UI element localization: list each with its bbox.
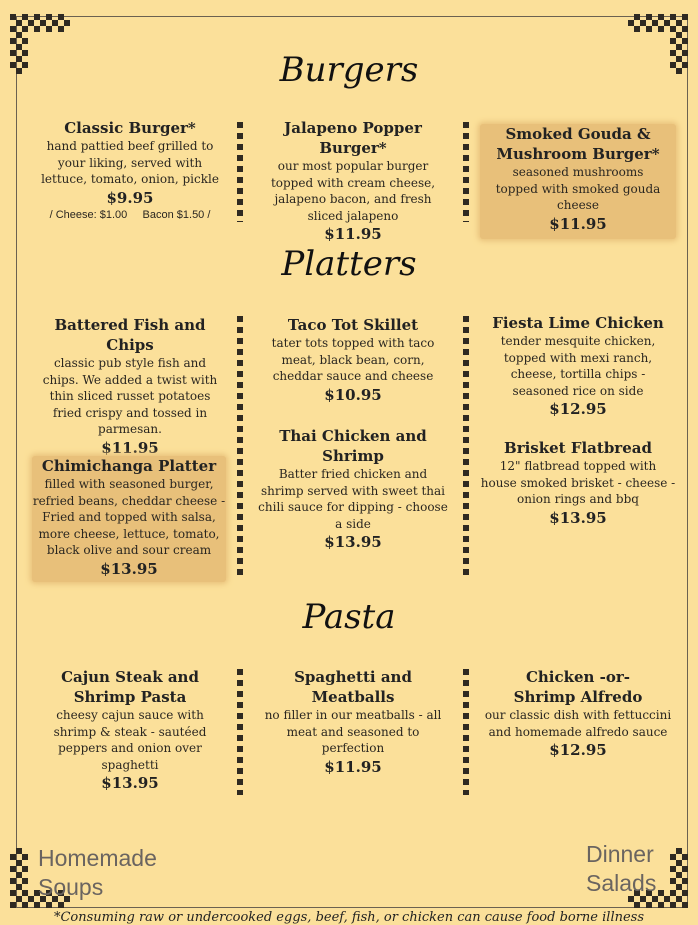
item-description: filled with seasoned burger, refried beans, cheddar cheese - Fried and topped with salsa, more cheese, lettuce, tomato, black olive and sour cream [32,477,226,557]
item-price: $12.95 [549,741,607,759]
column-divider [237,316,243,578]
item-description: our classic dish with fettuccini and homemade alfredo sauce [484,708,672,739]
side-label-line: Homemade [38,845,157,871]
section-title-platters: Platters [281,244,417,284]
item-name: Jalapeno Popper Burger* [284,119,422,157]
item-name: Chicken -or- Shrimp Alfredo [513,668,643,706]
menu-item-classic-burger [36,118,224,221]
item-name: Chimichanga Platter [41,457,217,475]
item-description: tender mesquite chicken, topped with mexi ranch, cheese, tortilla chips - seasoned rice on side [500,334,656,398]
menu-item-fiesta-lime-chicken [480,313,676,418]
column-divider [463,669,469,795]
item-price: $12.95 [549,400,607,418]
item-description: tater tots topped with taco meat, black bean, corn, cheddar sauce and cheese [271,336,435,383]
item-description: cheesy cajun sauce with shrimp & steak - sautéed peppers and onion over spaghetti [53,708,207,772]
homemade-soups-label [38,844,157,902]
menu-item-cajun-steak-shrimp-pasta [36,667,224,792]
item-name: Brisket Flatbread [504,439,652,457]
menu-item-jalapeno-popper-burger [258,118,448,243]
item-name: Spaghetti and Meatballs [294,668,412,706]
menu-item-chimichanga-platter [32,456,226,582]
item-description: hand pattied beef grilled to your liking, served with lettuce, tomato, onion, pickle [41,139,219,186]
section-title-pasta: Pasta [302,597,396,637]
dinner-salads-label [586,840,656,898]
item-name: Smoked Gouda & Mushroom Burger* [496,125,660,163]
item-name: Battered Fish and Chips [54,316,206,354]
item-price: $11.95 [549,214,607,233]
column-divider [463,316,469,578]
item-price: $11.95 [101,438,159,457]
item-price: $13.95 [100,559,158,578]
item-price: $13.95 [324,533,382,551]
item-price: $11.95 [324,757,382,776]
item-name: Fiesta Lime Chicken [492,314,664,332]
item-price: $9.95 [106,188,154,207]
section-title-burgers: Burgers [279,50,419,90]
item-price: $10.95 [324,385,382,404]
column-divider [463,122,469,222]
menu-item-taco-tot-skillet [262,315,444,404]
menu-item-thai-chicken-shrimp [258,426,448,551]
side-label-line: Salads [586,870,657,896]
item-price: $13.95 [549,508,607,527]
item-name: Taco Tot Skillet [287,316,419,334]
item-price: $11.95 [324,225,382,243]
side-label-line: Dinner [586,841,654,867]
item-description: our most popular burger topped with cream cheese, jalapeno bacon, and fresh sliced jalapeno [270,159,436,223]
column-divider [237,122,243,222]
column-divider [237,669,243,795]
side-label-line: Soups [38,874,104,900]
menu-item-alfredo [480,667,676,759]
item-name: Thai Chicken and Shrimp [279,427,427,465]
menu-item-fish-and-chips [36,315,224,457]
item-name: Classic Burger* [64,119,196,137]
menu-item-spaghetti-meatballs [260,667,446,776]
item-description: no filler in our meatballs - all meat and seasoned to perfection [264,708,442,755]
item-addons: / Cheese: $1.00 Bacon $1.50 / [49,208,211,221]
item-description: Batter fried chicken and shrimp served with sweet thai chili sauce for dipping - choose a side [258,467,448,531]
item-description: seasoned mushrooms topped with smoked gouda cheese [495,165,661,212]
menu-item-smoked-gouda-burger [480,124,676,239]
food-safety-disclaimer: *Consuming raw or undercooked eggs, beef, fish, or chicken can cause food borne illness [53,910,645,925]
item-name: Cajun Steak and Shrimp Pasta [61,668,199,706]
item-price: $13.95 [101,774,159,792]
item-description: 12" flatbread topped with house smoked brisket - cheese - onion rings and bbq [480,459,676,506]
item-description: classic pub style fish and chips. We added a twist with thin sliced russet potatoes fried crispy and tossed in parmesan. [42,356,218,436]
menu-item-brisket-flatbread [480,438,676,527]
